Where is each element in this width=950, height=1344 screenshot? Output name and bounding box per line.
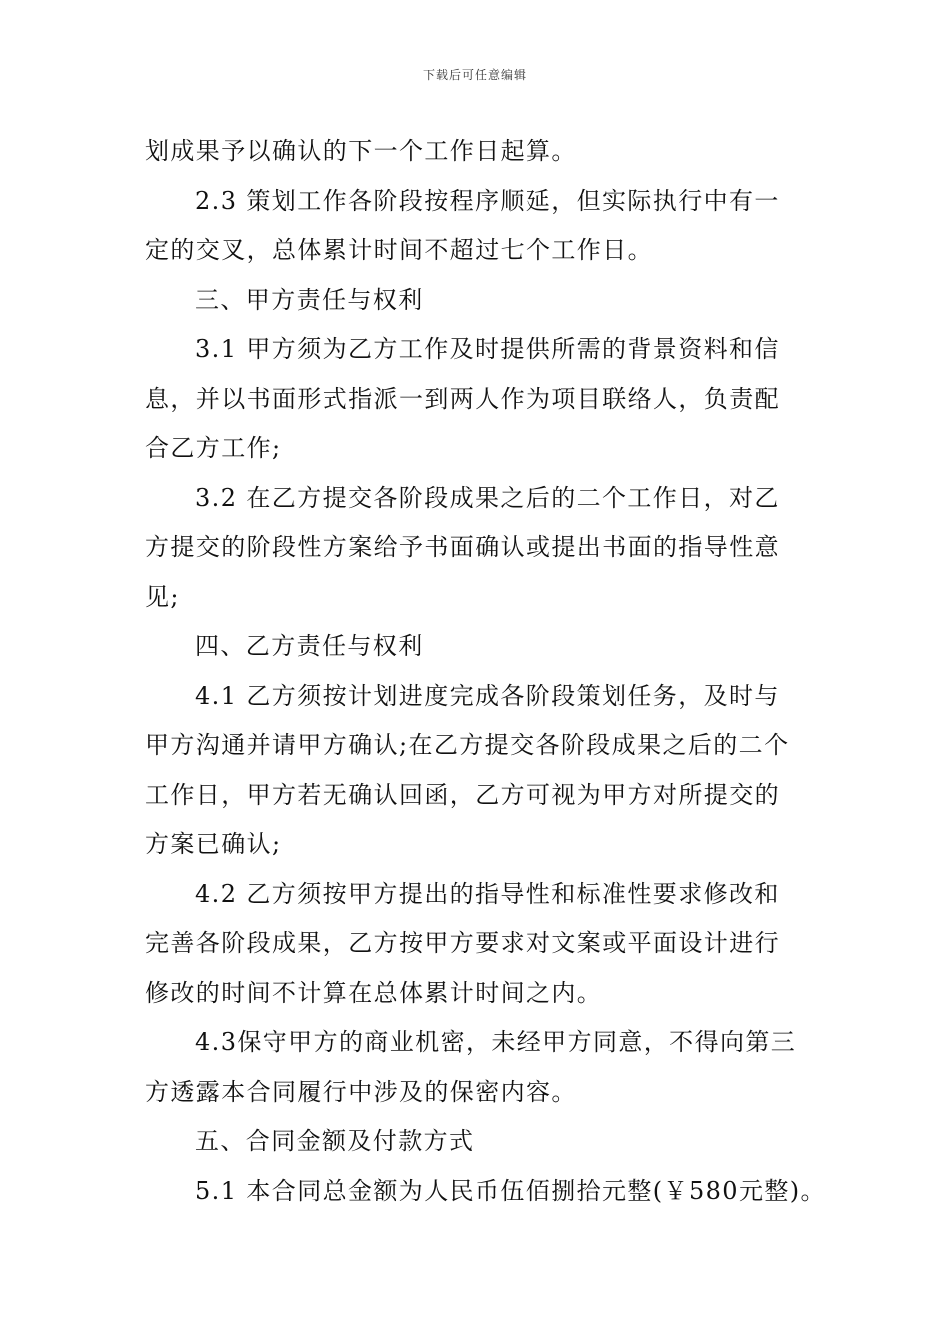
page-header: 下载后可任意编辑	[422, 68, 527, 82]
clause-3-2: 3.2 在乙方提交各阶段成果之后的二个工作日，对乙	[195, 483, 780, 512]
clause-3-1: 3.1 甲方须为乙方工作及时提供所需的背景资料和信	[195, 335, 780, 363]
text-line: 方案已确认;	[145, 830, 282, 858]
text-line: 方提交的阶段性方案给予书面确认或提出书面的指导性意	[145, 533, 780, 561]
text-line: 合乙方工作;	[145, 434, 282, 462]
section-heading-5: 五、合同金额及付款方式	[195, 1127, 475, 1155]
text-line: 完善各阶段成果，乙方按甲方要求对文案或平面设计进行	[145, 929, 780, 957]
text-line: 方透露本合同履行中涉及的保密内容。	[145, 1077, 577, 1106]
text-line: 甲方沟通并请甲方确认;在乙方提交各阶段成果之后的二个	[145, 731, 790, 759]
text-line: 工作日，甲方若无确认回函，乙方可视为甲方对所提交的	[145, 780, 780, 809]
text-line: 息，并以书面形式指派一到两人作为项目联络人，负责配	[145, 384, 780, 413]
clause-4-1: 4.1 乙方须按计划进度完成各阶段策划任务，及时与	[195, 681, 780, 710]
text-line: 划成果予以确认的下一个工作日起算。	[145, 137, 577, 165]
document-body	[145, 127, 826, 1216]
clause-2-3: 2.3 策划工作各阶段按程序顺延，但实际执行中有一	[195, 186, 780, 215]
clause-5-1: 5.1 本合同总金额为人民币伍佰捌拾元整(￥580元整)。	[195, 1176, 826, 1205]
text-line: 修改的时间不计算在总体累计时间之内。	[145, 978, 603, 1007]
text-line: 定的交叉，总体累计时间不超过七个工作日。	[145, 236, 653, 264]
clause-4-2: 4.2 乙方须按甲方提出的指导性和标准性要求修改和	[195, 879, 780, 908]
clause-4-3: 4.3保守甲方的商业机密，未经甲方同意，不得向第三	[195, 1028, 797, 1056]
text-line: 见;	[145, 582, 180, 611]
section-heading-3: 三、甲方责任与权利	[195, 285, 424, 314]
section-heading-4: 四、乙方责任与权利	[195, 632, 424, 660]
